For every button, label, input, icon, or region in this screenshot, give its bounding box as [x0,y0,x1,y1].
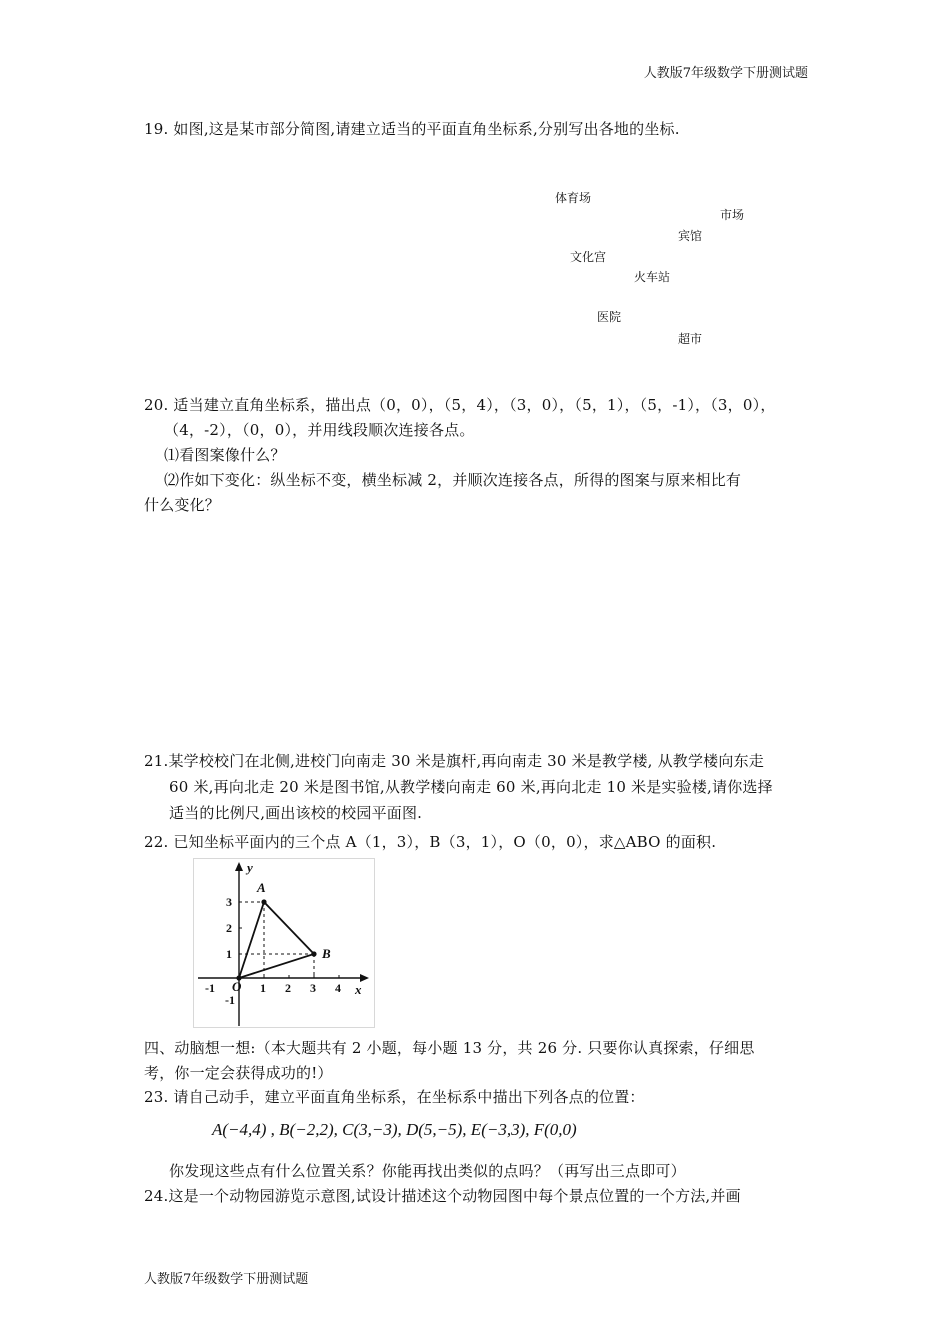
triangle-graph [193,858,375,1028]
place-cultural-palace: 文化宫 [570,250,607,264]
place-hospital: 医院 [597,310,622,324]
place-market: 市场 [720,208,745,222]
question-23-formula: A(−4,4) , B(−2,2), C(3,−3), D(5,−5), E(−3,3), F(0,0) [212,1120,577,1139]
origin-label: O [232,979,242,994]
place-stadium: 体育场 [555,191,592,205]
page-footer: 人教版7年级数学下册测试题 [144,1272,309,1287]
section-4-line-2: 考，你一定会获得成功的!） [144,1064,333,1082]
y-axis-arrow [235,862,243,871]
place-train-station: 火车站 [634,270,671,284]
question-21-line-2: 60 米,再向北走 20 米是图书馆,从教学楼向南走 60 米,再向北走 10 米是实验楼,请你选择 [169,778,773,796]
question-20-sub-1: ⑴看图案像什么？ [164,446,286,464]
question-20-line-2: （4，-2），（0，0），并用线段顺次连接各点。 [164,421,475,439]
x-axis-arrow [360,974,369,982]
point-b-dot [311,951,316,956]
y-tick-label-2: 2 [226,921,232,935]
section-4-line-1: 四、动脑想一想:（本大题共有 2 小题，每小题 13 分，共 26 分. 只要你认真探索，仔细思 [144,1039,755,1057]
question-22-text: 22. 已知坐标平面内的三个点 A（1，3），B（3，1），O（0，0），求△ABO 的面积. [144,833,717,851]
graph-frame [194,859,375,1028]
question-24-text: 24.这是一个动物园游览示意图,试设计描述这个动物园图中每个景点位置的一个方法,并画 [144,1187,741,1205]
question-23-question: 你发现这些点有什么位置关系？你能再找出类似的点吗？（再写出三点即可） [169,1162,686,1180]
triangle-abo [239,902,314,978]
x-tick-label-2: 2 [285,981,291,995]
question-21-line-1: 21.某学校校门在北侧,进校门向南走 30 米是旗杆,再向南走 30 米是教学楼, 从教学楼向东走 [144,752,764,770]
y-tick-label-1: 1 [226,947,232,961]
question-20-sub-2: ⑵作如下变化：纵坐标不变，横坐标减 2，并顺次连接各点，所得的图案与原来相比有 [164,471,742,489]
question-20-sub-2-cont: 什么变化？ [144,496,221,514]
x-tick-label-3: 3 [310,981,316,995]
point-b-label: B [322,946,331,961]
x-axis-label: x [355,982,362,997]
question-20-line-1: 20. 适当建立直角坐标系，描出点（0，0），（5，4），（3，0），（5，1），（5，-1），（3，0）， [144,396,776,414]
x-tick-label-1: 1 [260,981,266,995]
y-axis-label: y [247,860,253,875]
x-tick-label-4: 4 [335,981,341,995]
point-a-dot [261,899,266,904]
place-supermarket: 超市 [678,332,703,346]
point-a-label: A [257,880,266,895]
question-19-text: 19. 如图,这是某市部分简图,请建立适当的平面直角坐标系,分别写出各地的坐标. [144,120,680,138]
y-tick-label-3: 3 [226,895,232,909]
question-21-line-3: 适当的比例尺,画出该校的校园平面图. [169,804,423,822]
question-23-text: 23. 请自己动手，建立平面直角坐标系，在坐标系中描出下列各点的位置： [144,1088,645,1106]
place-hotel: 宾馆 [678,229,703,243]
page-header: 人教版7年级数学下册测试题 [643,66,808,81]
y-tick-label-neg1: -1 [225,993,235,1007]
x-tick-label-neg1: -1 [205,981,215,995]
